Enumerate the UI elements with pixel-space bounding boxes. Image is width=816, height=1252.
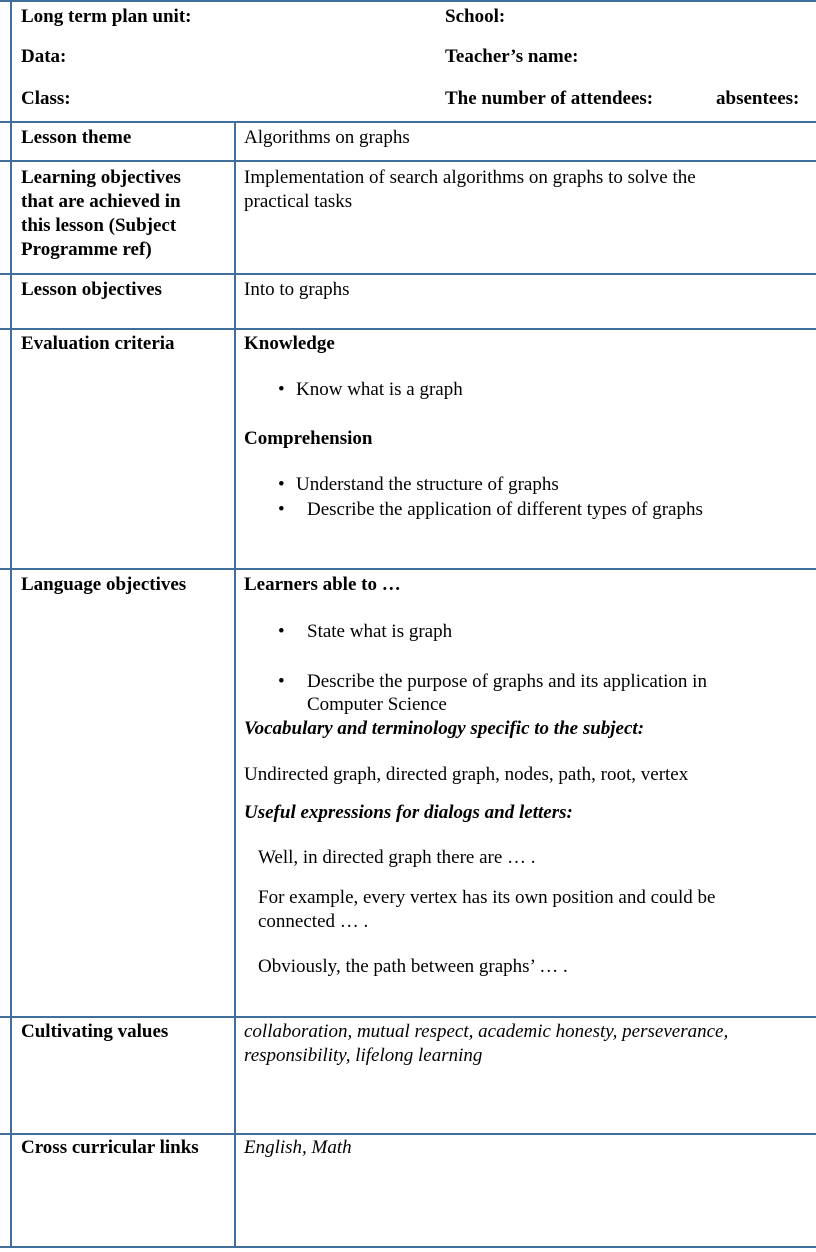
bullet-icon: • [278, 474, 285, 495]
knowledge-heading: Knowledge [244, 333, 335, 354]
lesson-theme-label: Lesson theme [21, 127, 132, 148]
expression-line: Obviously, the path between graphs’ … . [258, 956, 568, 977]
cultivating-values-label: Cultivating values [21, 1021, 169, 1042]
learner-item: Describe the purpose of graphs and its application in [307, 671, 707, 692]
learner-item: State what is graph [307, 621, 453, 642]
cultivating-values-line: collaboration, mutual respect, academic honesty, perseverance, [244, 1021, 729, 1042]
learning-objectives-value-line: Implementation of search algorithms on graphs to solve the [244, 167, 696, 188]
expression-line: connected … . [258, 911, 369, 932]
comprehension-heading: Comprehension [244, 428, 373, 449]
cross-curricular-links-label: Cross curricular links [21, 1137, 199, 1158]
learning-objectives-label-line: Learning objectives [21, 167, 181, 188]
expression-line: For example, every vertex has its own position and could be [258, 887, 716, 908]
lesson-objectives-label: Lesson objectives [21, 279, 162, 300]
evaluation-criteria-label: Evaluation criteria [21, 333, 175, 354]
lesson-theme-value: Algorithms on graphs [244, 127, 410, 148]
cultivating-values-line: responsibility, lifelong learning [244, 1045, 483, 1066]
border-after-lesson-objectives [0, 328, 816, 330]
border-left [10, 0, 12, 1248]
school-label: School: [445, 6, 506, 27]
learning-objectives-value-line: practical tasks [244, 191, 353, 212]
expression-line: Well, in directed graph there are … . [258, 847, 536, 868]
cross-curricular-links-value: English, Math [244, 1137, 352, 1158]
learning-objectives-label-line: that are achieved in [21, 191, 181, 212]
absentees-label: absentees: [716, 88, 800, 109]
language-objectives-label: Language objectives [21, 574, 187, 595]
lesson-objectives-value: Into to graphs [244, 279, 350, 300]
bullet-icon: • [278, 621, 285, 642]
learners-heading: Learners able to … [244, 574, 401, 595]
bullet-icon: • [278, 379, 285, 400]
learner-item-continuation: Computer Science [307, 694, 447, 715]
teacher-name-label: Teacher’s name: [445, 46, 579, 67]
knowledge-item: Know what is a graph [296, 379, 463, 400]
border-after-values [0, 1133, 816, 1135]
comprehension-item: Understand the structure of graphs [296, 474, 559, 495]
border-after-language [0, 1016, 816, 1018]
border-after-theme [0, 160, 816, 162]
long-term-plan-unit-label: Long term plan unit: [21, 6, 192, 27]
bullet-icon: • [278, 499, 285, 520]
comprehension-item: Describe the application of different types of graphs [307, 499, 703, 520]
class-label: Class: [21, 88, 71, 109]
attendees-label: The number of attendees: [445, 88, 654, 109]
border-bottom [0, 1246, 816, 1248]
border-after-header [0, 121, 816, 123]
border-after-learning-objectives [0, 273, 816, 275]
learning-objectives-label-line: Programme ref) [21, 239, 152, 260]
border-top [0, 0, 816, 2]
vocabulary-heading: Vocabulary and terminology specific to the subject: [244, 718, 645, 739]
data-label: Data: [21, 46, 67, 67]
bullet-icon: • [278, 671, 285, 692]
border-after-evaluation [0, 568, 816, 570]
border-column-divider [234, 121, 236, 1248]
vocabulary-text: Undirected graph, directed graph, nodes, path, root, vertex [244, 764, 689, 785]
learning-objectives-label-line: this lesson (Subject [21, 215, 177, 236]
expressions-heading: Useful expressions for dialogs and letters: [244, 802, 573, 823]
